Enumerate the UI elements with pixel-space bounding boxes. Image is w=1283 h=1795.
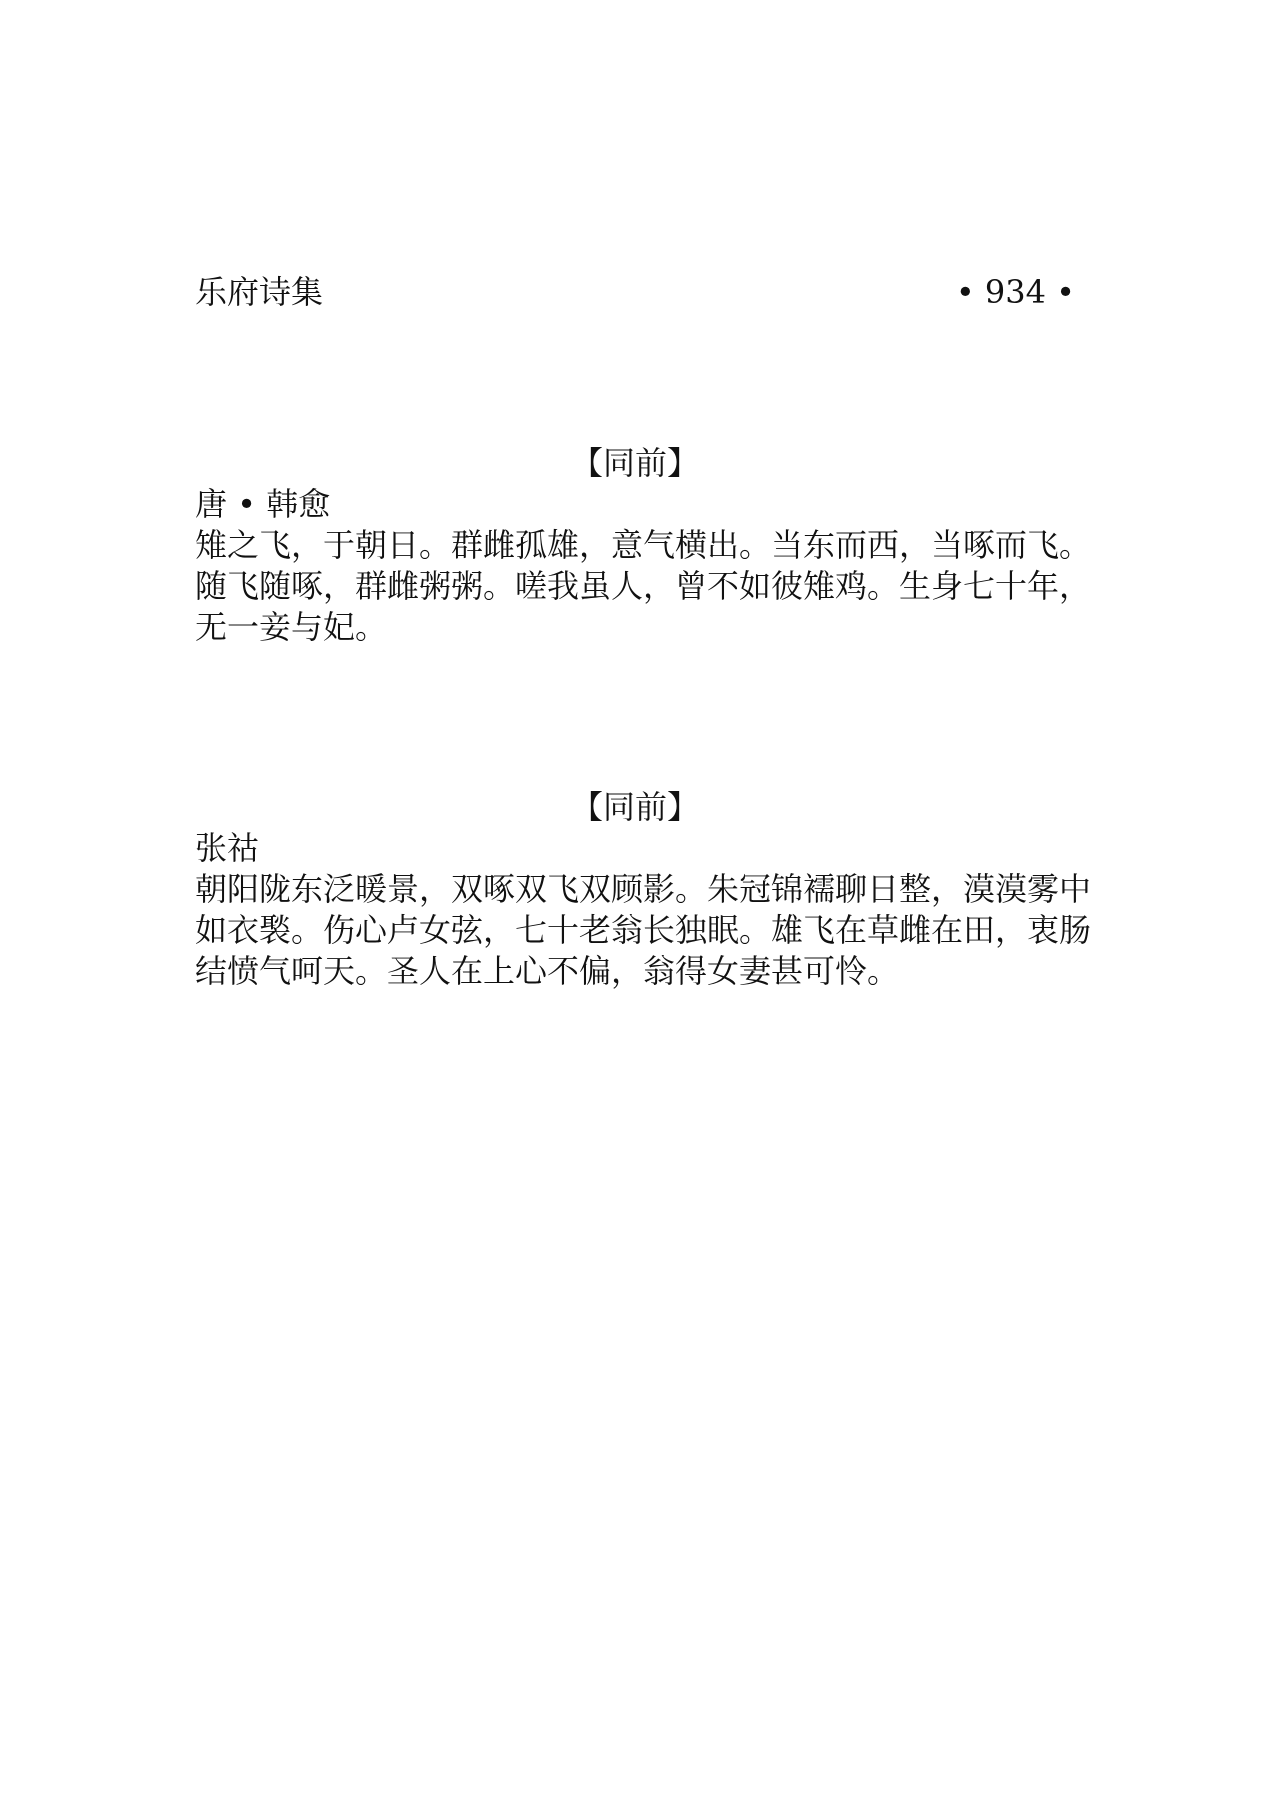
poem-author: 张祜	[195, 829, 260, 867]
poem-section	[195, 787, 1115, 992]
poem-text: 朝阳陇东泛暖景，双啄双飞双顾影。朱冠锦襦聊日整，漠漠雾中如衣褧。伤心卢女弦，七十老翁长独眠。雄飞在草雌在田，衷肠结愤气呵天。圣人在上心不偏，翁得女妻甚可怜。	[195, 870, 1092, 990]
page-number: • 934 •	[955, 273, 1075, 311]
poem-title: 【同前】	[570, 788, 699, 826]
poem-title: 【同前】	[570, 444, 699, 482]
poem-text: 雉之飞，于朝日。群雌孤雄，意气横出。当东而西，当啄而飞。随飞随啄，群雌粥粥。嗟我虽人，曾不如彼雉鸡。生身七十年，无一妾与妃。	[195, 526, 1092, 646]
poem-author: 唐 • 韩愈	[195, 485, 331, 523]
page-header	[195, 270, 1075, 314]
book-title: 乐府诗集	[195, 273, 324, 311]
poem-section	[195, 443, 1115, 648]
